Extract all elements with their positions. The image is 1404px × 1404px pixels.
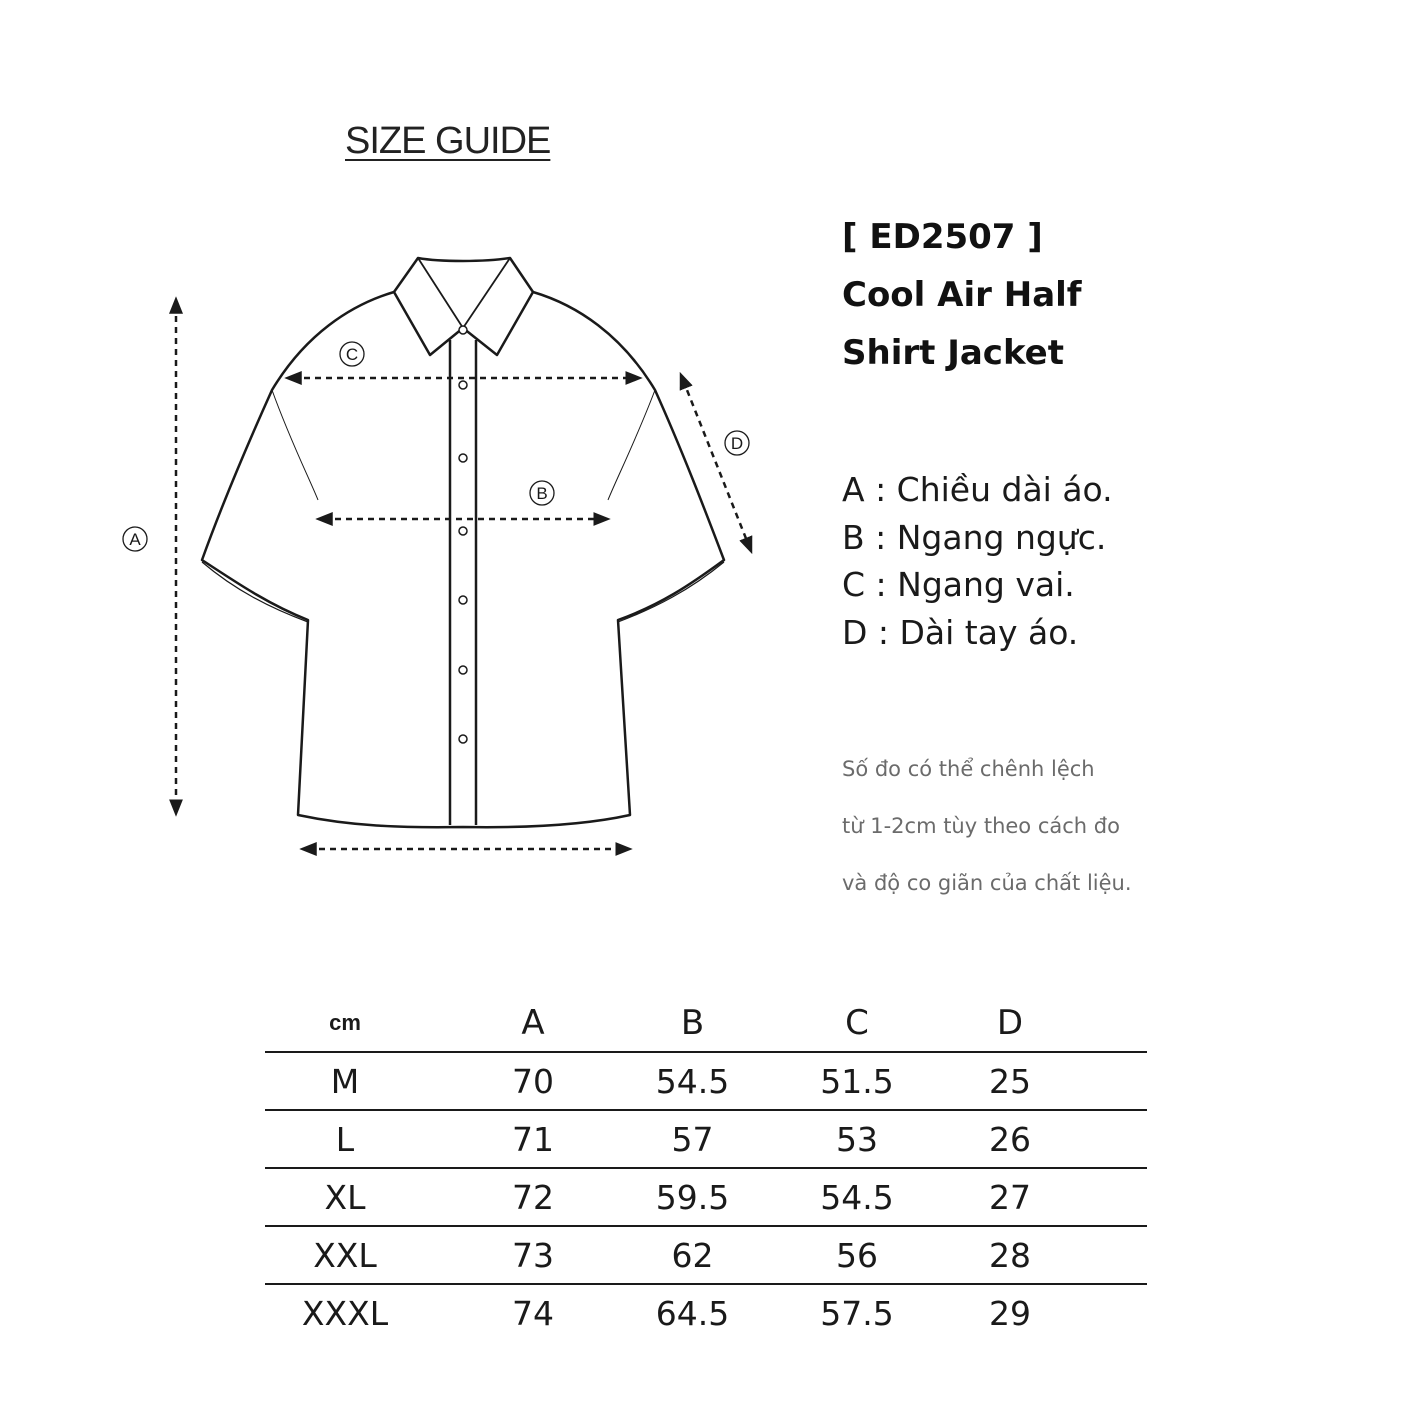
value-d: 29	[970, 1284, 1050, 1341]
value-b: 57	[641, 1110, 744, 1168]
table-row	[265, 1110, 1147, 1168]
table-row	[265, 1226, 1147, 1284]
button-icons	[459, 326, 467, 743]
legend-item-d: D : Dài tay áo.	[842, 612, 1079, 652]
table-header-row	[265, 995, 1147, 1052]
value-c: 53	[744, 1110, 970, 1168]
spacer-cell	[1050, 1110, 1147, 1168]
product-name-line2: Shirt Jacket	[842, 333, 1064, 373]
measurement-legend	[842, 466, 1113, 656]
product-code: [ ED2507 ]	[842, 217, 1043, 257]
size-cell: L	[265, 1110, 425, 1168]
value-a: 72	[425, 1168, 641, 1226]
legend-item-b: B : Ngang ngực.	[842, 517, 1107, 557]
size-cell: XL	[265, 1168, 425, 1226]
value-c: 51.5	[744, 1052, 970, 1110]
marker-c: C	[345, 345, 359, 364]
spacer-header	[1050, 995, 1147, 1052]
product-name-line1: Cool Air Half	[842, 275, 1082, 315]
size-table	[265, 995, 1147, 1341]
column-header-d: D	[996, 1003, 1024, 1043]
value-b: 59.5	[641, 1168, 744, 1226]
size-cell: XXXL	[265, 1284, 425, 1341]
spacer-cell	[1050, 1052, 1147, 1110]
value-d: 27	[970, 1168, 1050, 1226]
size-cell: XXL	[265, 1226, 425, 1284]
value-d: 25	[970, 1052, 1050, 1110]
column-header-b: B	[680, 1003, 705, 1043]
value-b: 62	[641, 1226, 744, 1284]
marker-b: B	[536, 484, 548, 503]
value-c: 56	[744, 1226, 970, 1284]
table-row	[265, 1052, 1147, 1110]
value-a: 73	[425, 1226, 641, 1284]
note-line: và độ co giãn của chất liệu.	[842, 871, 1132, 895]
spacer-cell	[1050, 1226, 1147, 1284]
value-d: 28	[970, 1226, 1050, 1284]
value-c: 54.5	[744, 1168, 970, 1226]
legend-item-c: C : Ngang vai.	[842, 565, 1075, 604]
value-b: 64.5	[641, 1284, 744, 1341]
marker-a: A	[129, 530, 141, 549]
value-b: 54.5	[641, 1052, 744, 1110]
legend-item-a: A : Chiều dài áo.	[842, 470, 1113, 509]
size-cell: M	[265, 1052, 425, 1110]
note-line: từ 1-2cm tùy theo cách đo	[842, 814, 1120, 838]
value-c: 57.5	[744, 1284, 970, 1341]
marker-d: D	[730, 434, 744, 453]
unit-header: cm	[329, 1010, 361, 1035]
spacer-cell	[1050, 1168, 1147, 1226]
spacer-cell	[1050, 1284, 1147, 1341]
value-a: 70	[425, 1052, 641, 1110]
table-row	[265, 1168, 1147, 1226]
value-a: 74	[425, 1284, 641, 1341]
page-title: SIZE GUIDE	[345, 120, 551, 162]
column-header-c: C	[845, 1003, 869, 1043]
note-line: Số đo có thể chênh lệch	[842, 757, 1095, 781]
measure-d-line	[683, 380, 749, 546]
table-row	[265, 1284, 1147, 1341]
measurement-note	[842, 741, 1132, 912]
column-header-a: A	[521, 1003, 545, 1043]
value-a: 71	[425, 1110, 641, 1168]
value-d: 26	[970, 1110, 1050, 1168]
